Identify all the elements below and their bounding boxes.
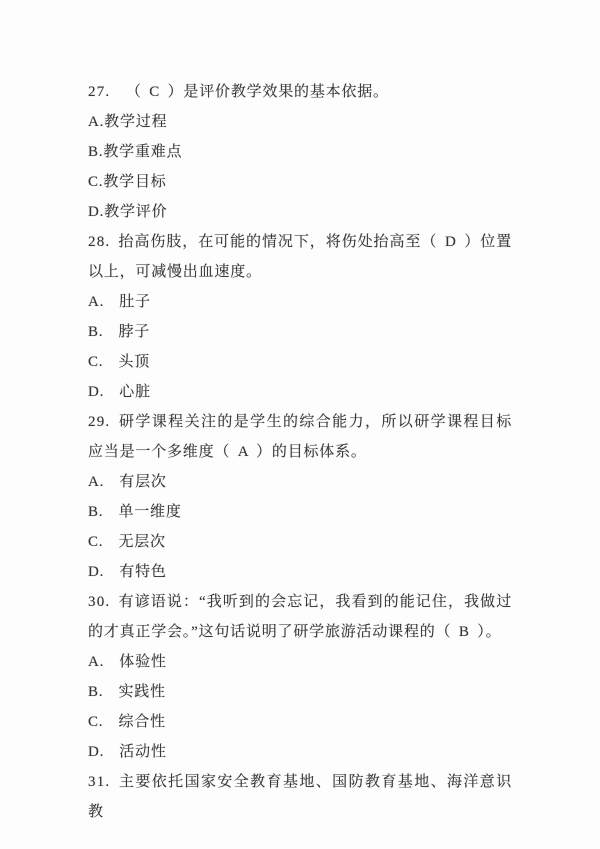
question-text: 抬高伤肢，在可能的情况下，将伤处抬高至（ D ）位置以上，可减慢出血速度。 (88, 234, 512, 280)
question-stem (88, 227, 512, 287)
q29-option-b: B. 单一维度 (88, 504, 182, 520)
question-number: 31. (88, 774, 111, 790)
question-stem (88, 407, 512, 467)
question-number: 30. (88, 594, 111, 610)
question-number: 28. (88, 234, 111, 250)
q30-option-c: C. 综合性 (88, 714, 166, 730)
question-text: 研学课程关注的是学生的综合能力，所以研学课程目标应当是一个多维度（ A ）的目标体系。 (88, 414, 512, 460)
q27-option-d: D.教学评价 (88, 204, 168, 220)
question-number: 27. (88, 84, 111, 100)
exam-content (88, 77, 512, 827)
q28-option-b: B. 脖子 (88, 324, 151, 340)
q29-option-a: A. 有层次 (88, 474, 167, 490)
q30-option-d: D. 活动性 (88, 744, 167, 760)
question-stem (88, 767, 512, 827)
question-31 (88, 767, 512, 827)
question-text: 主要依托国家安全教育基地、国防教育基地、海洋意识教 (88, 774, 512, 820)
q27-option-b: B.教学重难点 (88, 144, 183, 160)
question-stem (88, 587, 512, 647)
q27-option-a: A.教学过程 (88, 114, 168, 130)
question-27 (88, 77, 512, 227)
q30-option-a: A. 体验性 (88, 654, 167, 670)
q29-option-d: D. 有特色 (88, 564, 167, 580)
q28-option-d: D. 心脏 (88, 384, 151, 400)
question-text: （ C ）是评价教学效果的基本依据。 (118, 84, 389, 100)
question-30 (88, 587, 512, 767)
q28-option-c: C. 头顶 (88, 354, 151, 370)
question-number: 29. (88, 414, 111, 430)
question-text: 有谚语说：“我听到的会忘记，我看到的能记住，我做过的才真正学会。”这句话说明了研学旅游活动课程的（ B ）。 (88, 594, 512, 640)
question-28 (88, 227, 512, 407)
q30-option-b: B. 实践性 (88, 684, 166, 700)
q28-option-a: A. 肚子 (88, 294, 151, 310)
question-29 (88, 407, 512, 587)
question-stem (88, 77, 512, 107)
q29-option-c: C. 无层次 (88, 534, 166, 550)
q27-option-c: C.教学目标 (88, 174, 167, 190)
